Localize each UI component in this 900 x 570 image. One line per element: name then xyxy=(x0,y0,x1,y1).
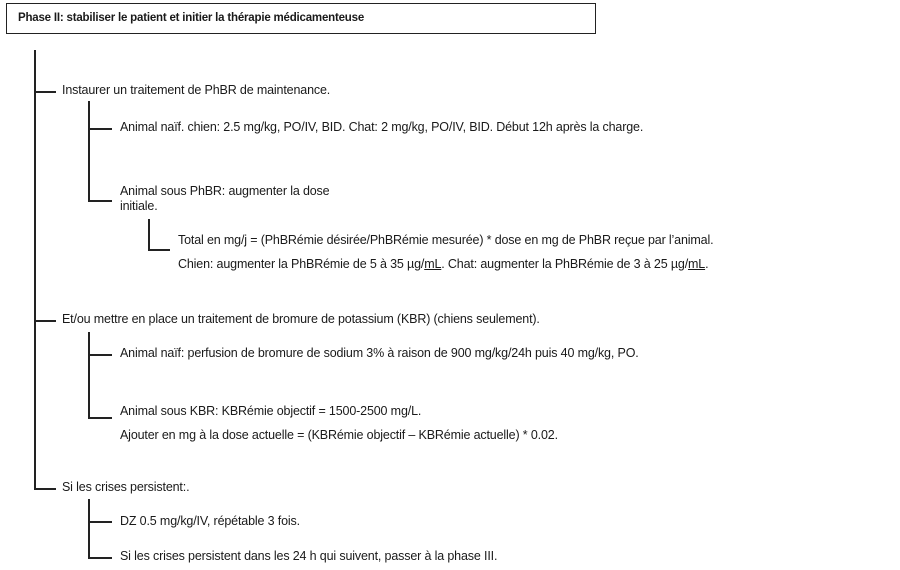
branch1-formula-text: Total en mg/j = (PhBRémie désirée/PhBRémie mesurée) * dose en mg de PhBR reçue par l’animal. xyxy=(178,233,714,247)
branch1-naive-connector xyxy=(88,128,112,130)
branch1-under-line1: Animal sous PhBR: augmenter la dose xyxy=(120,184,330,198)
branch3-connector xyxy=(34,488,56,490)
branch3-dz-text: DZ 0.5 mg/kg/IV, répétable 3 fois. xyxy=(120,514,300,528)
branch2-connector xyxy=(34,320,56,322)
branch1-label: Instaurer un traitement de PhBR de maintenance. xyxy=(62,83,331,97)
branch2-sub-trunk xyxy=(88,332,90,418)
branch1-naive-text: Animal naïf. chien: 2.5 mg/kg, PO/IV, BID. Chat: 2 mg/kg, PO/IV, BID. Début 12h après la charge. xyxy=(120,120,644,134)
branch1-under-line2: initiale. xyxy=(120,199,158,213)
branch3-sub-trunk xyxy=(88,499,90,558)
branch2-under-connector xyxy=(88,417,112,419)
branch1-formula-vertical xyxy=(148,219,150,250)
branch3-dz-connector xyxy=(88,521,112,523)
branch2-label: Et/ou mettre en place un traitement de bromure de potassium (KBR) (chiens seulement). xyxy=(62,312,540,326)
phase-title: Phase II: stabiliser le patient et initier la thérapie médicamenteuse xyxy=(18,12,365,24)
branch2-under-text: Animal sous KBR: KBRémie objectif = 1500-2500 mg/L. xyxy=(120,404,422,418)
branch1-under-connector xyxy=(88,200,112,202)
branch3-next-connector xyxy=(88,557,112,559)
main-trunk-line xyxy=(34,50,36,488)
branch1-target-text: Chien: augmenter la PhBRémie de 5 à 35 µg/mL. Chat: augmenter la PhBRémie de 3 à 25 µg/mL. xyxy=(178,257,709,271)
branch2-naive-connector xyxy=(88,354,112,356)
branch3-label: Si les crises persistent:. xyxy=(62,480,190,494)
branch2-naive-text: Animal naïf: perfusion de bromure de sodium 3% à raison de 900 mg/kg/24h puis 40 mg/kg, PO. xyxy=(120,346,639,360)
branch1-connector xyxy=(34,91,56,93)
branch1-formula-connector xyxy=(148,249,170,251)
branch3-next-text: Si les crises persistent dans les 24 h qui suivent, passer à la phase III. xyxy=(120,549,498,563)
branch2-formula-text: Ajouter en mg à la dose actuelle = (KBRémie objectif – KBRémie actuelle) * 0.02. xyxy=(120,428,558,442)
phase-title-box xyxy=(6,3,596,34)
branch1-sub-trunk xyxy=(88,101,90,201)
